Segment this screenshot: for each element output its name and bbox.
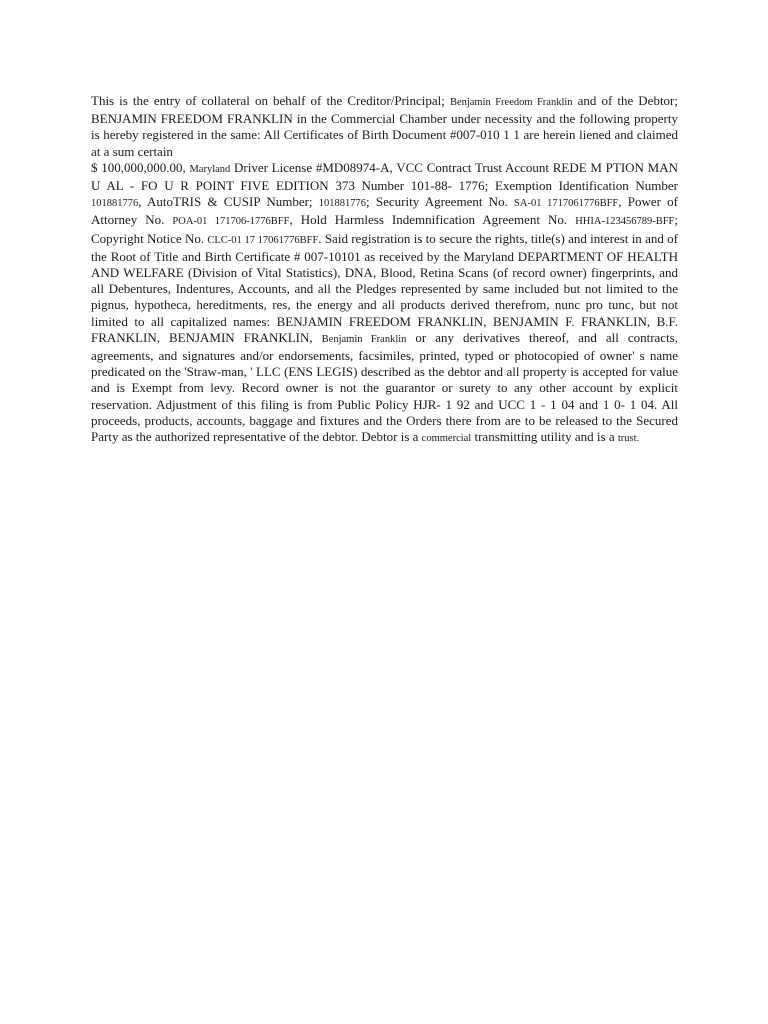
text-run-small: Benjamin Franklin [321,333,407,345]
paragraph-property-registration [91,160,678,447]
text-run: ; Security Agreement No. [366,194,515,210]
paragraph-collateral-entry [91,93,678,160]
text-run: $ 100,000,000.00, [91,159,190,175]
text-run: and of the Debtor; BENJAMIN FREEDOM FRANKLIN in the Commercial Chamber under necessity and the following property is hereby registered in the same: All Certificates of Birth Document #007-010 1 1 are herein liened and claimed at a sum certain [91,93,678,159]
text-run-small: HHIA-123456789-BFF [575,216,675,228]
text-run: This is the entry of collateral on behalf of the Creditor/Principal; [91,93,450,108]
text-run-small: POA-01 171706-1776BFF [172,216,290,228]
text-run: , Hold Harmless Indemnification Agreement No. [289,212,576,228]
text-run: . Said registration is to secure the rights, title(s) and interest in and of the Root of Title and Birth Certificate # 007-10101 as received by the Maryland DEPARTMENT OF HEALTH AND WELFARE (Division of Vital Statistics), DNA, Blood, Retina Scans (of record owner) fingerprints, and all Debentures, Indentures, Accounts, and all the Pledges represented by same included but not limited to the pignus, hypotheca, hereditments, res, the energy and all products derived therefrom, nunc pro tunc, but not limited to all capitalized names: BENJAMIN FREEDOM FRANKLIN, BENJAMIN F. FRANKLIN, B.F. FRANKLIN, BENJAMIN FRANKLIN, [91,230,678,345]
text-run-small: trust. [617,433,640,445]
text-run-small: CLC-01 17 17061776BFF [207,234,319,246]
document-body [91,93,678,447]
text-run-small: 101881776 [91,198,139,210]
text-run-small: Maryland [189,163,231,175]
text-run-small: SA-01 1717061776BFF [514,198,619,210]
creditor-name: Benjamin Freedom Franklin [449,97,573,108]
text-run-small: 101881776 [318,198,367,210]
text-run: , AutoTRIS & CUSIP Number; [138,194,319,210]
text-run: transmitting utility and is a [471,429,618,445]
text-run: or any derivatives thereof, and all contracts, agreements, and signatures and/or endorsements, facsimiles, printed, typed or photocopied of owner' s name predicated on the 'Straw-man, ' LLC (ENS LEGIS) described as the debtor and all property is accepted for value and is Exempt from levy. Record owner is not the guarantor or surety to any other account by explicit reservation. Adjustment of this filing is from Public Policy HJR- 1 92 and UCC 1 - 1 04 and 1 0- 1 04. All proceeds, products, accounts, baggage and fixtures and the Orders there from are to be released to the Secured Party as the authorized representative of the debtor. Debtor is a [91,329,678,445]
text-run: , Power of Attorney No. [91,194,678,228]
text-run-small: commercial [421,433,472,445]
text-run: Driver License #MD08974-A, VCC Contract Trust Account REDE M PTION MAN U AL - FO U R POINT FIVE EDITION 373 Number 101-88- 1776; Exemption Identification Number [91,159,679,194]
text-run: ; Copyright Notice No. [91,212,678,246]
